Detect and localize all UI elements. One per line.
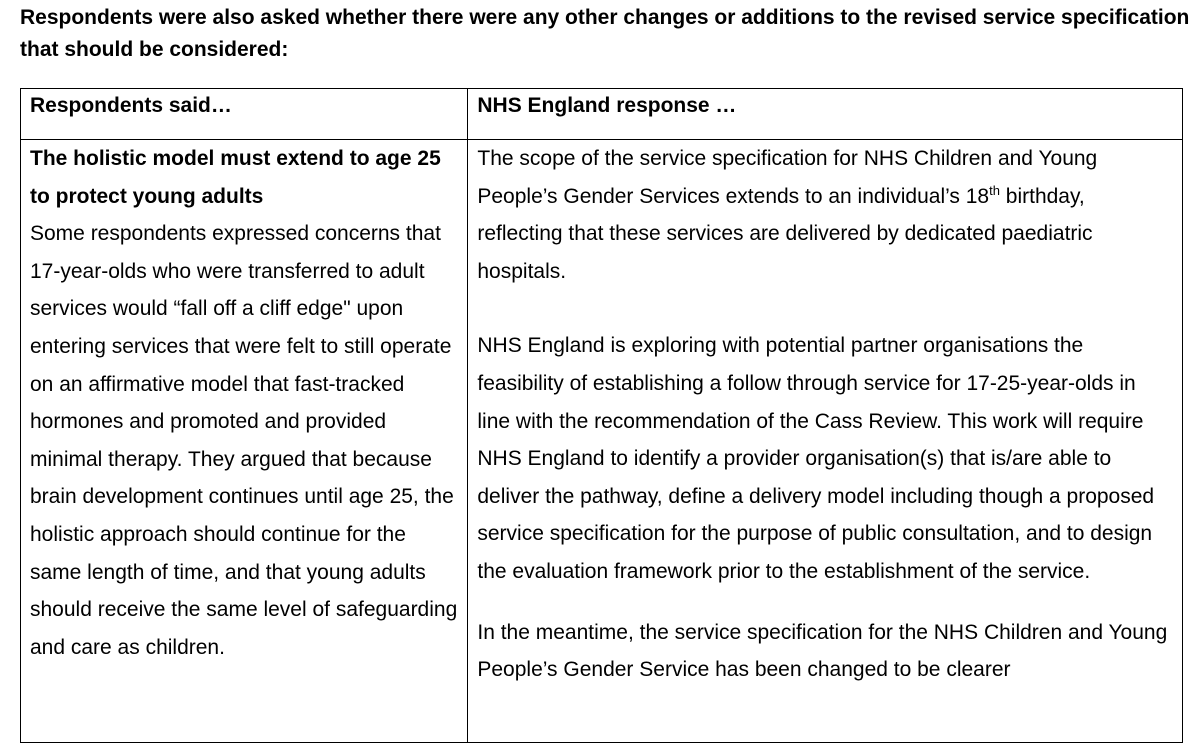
- response-paragraph-2: NHS England is exploring with potential partner organisations the feasibility of establishing a follow through service for 17-25-year-olds in line with the recommendation of the Cass Review. This work will require NHS England to identify a provider organisation(s) that is/are able to deliver the pathway, define a delivery model including though a proposed service specification for the purpose of public consultation, and to design the evaluation framework prior to the establishment of the service.: [477, 334, 1155, 583]
- table-header-row: [21, 89, 1183, 140]
- respondents-said-cell: [21, 140, 468, 743]
- intro-text: Respondents were also asked whether there were any other changes or additions to the revised service specification that should be considered:: [20, 6, 1190, 61]
- said-heading: The holistic model must extend to age 25 to protect young adults: [30, 147, 441, 208]
- response-table: [20, 88, 1183, 743]
- response-paragraph-3: In the meantime, the service specification for the NHS Children and Young People’s Gender Service has been changed to be clearer: [477, 620, 1168, 682]
- header-nhs-response-label: NHS England response …: [477, 94, 737, 117]
- response-paragraph-1: [477, 140, 1173, 290]
- header-respondents-said: [21, 89, 468, 140]
- paragraph-spacer: [477, 591, 1173, 614]
- table-row: [21, 140, 1183, 743]
- response-paragraph-1-end: birthday, reflecting that these services are delivered by dedicated paediatric hospitals.: [477, 184, 1093, 283]
- response-paragraph-1-start: The scope of the service specification for NHS Children and Young People’s Gender Services extends to an individual’s 18: [477, 147, 1098, 208]
- nhs-response-cell: [468, 140, 1183, 743]
- header-respondents-said-label: Respondents said…: [30, 94, 232, 117]
- paragraph-spacer: [477, 290, 1173, 327]
- header-nhs-response: [468, 89, 1183, 140]
- ordinal-suffix: th: [989, 182, 1000, 198]
- said-body: Some respondents expressed concerns that 17-year-olds who were transferred to adult services would “fall off a cliff edge" upon entering services that were felt to still operate on an affirmative model that fast-tracked hormones and promoted and provided minimal therapy. They argued that because brain development continues until age 25, the holistic approach should continue for the same length of time, and that young adults should receive the same level of safeguarding and care as children.: [30, 222, 458, 659]
